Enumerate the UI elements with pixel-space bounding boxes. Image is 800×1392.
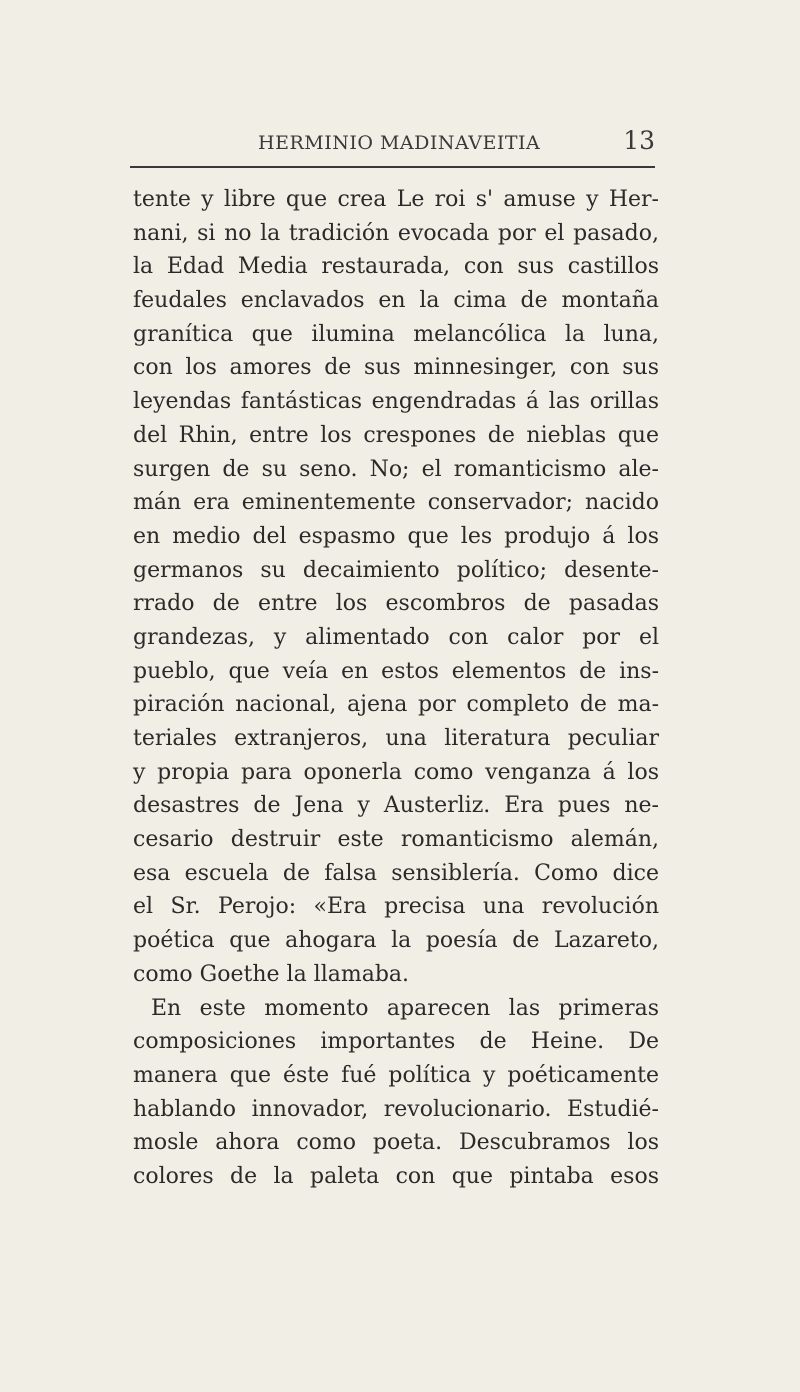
text-line: en medio del espasmo que les produjo á los <box>133 523 659 549</box>
text-line: el Sr. Perojo: «Era precisa una revolución <box>133 894 659 920</box>
text-line: cesario destruir este romanticismo alemán, <box>133 827 659 853</box>
text-line: hablando innovador, revolucionario. Estudié- <box>133 1096 659 1122</box>
running-header-title: HERMINIO MADINAVEITIA <box>258 132 541 154</box>
text-line: granítica que ilumina melancólica la luna, <box>133 321 659 347</box>
text-line: piración nacional, ajena por completo de ma- <box>133 692 659 718</box>
page-number: 13 <box>623 126 655 155</box>
text-line: poética que ahogara la poesía de Lazareto, <box>133 928 659 954</box>
text-line: colores de la paleta con que pintaba esos <box>133 1163 659 1189</box>
text-line: pueblo, que veía en estos elementos de ins- <box>133 658 659 684</box>
text-line: grandezas, y alimentado con calor por el <box>133 624 659 650</box>
text-line: como Goethe la llamaba. <box>133 961 410 987</box>
text-line: composiciones importantes de Heine. De <box>133 1029 659 1055</box>
text-line: rrado de entre los escombros de pasadas <box>133 591 659 617</box>
body-text <box>133 183 659 1194</box>
text-line: feudales enclavados en la cima de montaña <box>133 288 659 314</box>
text-line: mosle ahora como poeta. Descubramos los <box>133 1130 659 1156</box>
text-line: manera que éste fué política y poéticamente <box>133 1062 659 1088</box>
text-line: desastres de Jena y Austerliz. Era pues ne- <box>133 793 659 819</box>
header-rule <box>130 166 655 168</box>
running-header <box>130 124 655 164</box>
text-line: esa escuela de falsa sensiblería. Como dice <box>133 860 659 886</box>
text-line: mán era eminentemente conservador; nacido <box>133 490 659 516</box>
text-line: del Rhin, entre los crespones de nieblas que <box>133 422 659 448</box>
text-line: teriales extranjeros, una literatura peculiar <box>133 726 659 751</box>
text-line: germanos su decaimiento político; desente- <box>133 557 659 583</box>
text-line: con los amores de sus minnesinger, con sus <box>133 355 659 381</box>
text-line: leyendas fantásticas engendradas á las orillas <box>133 389 659 415</box>
text-line: la Edad Media restaurada, con sus castillos <box>133 254 659 280</box>
text-line: y propia para oponerla como venganza á los <box>133 759 659 785</box>
text-line: nani, si no la tradición evocada por el pasado, <box>133 220 659 246</box>
text-line: tente y libre que crea Le roi s' amuse y Her- <box>133 187 659 212</box>
text-line: En este momento aparecen las primeras <box>151 995 659 1021</box>
text-line: surgen de su seno. No; el romanticismo ale- <box>133 456 659 482</box>
